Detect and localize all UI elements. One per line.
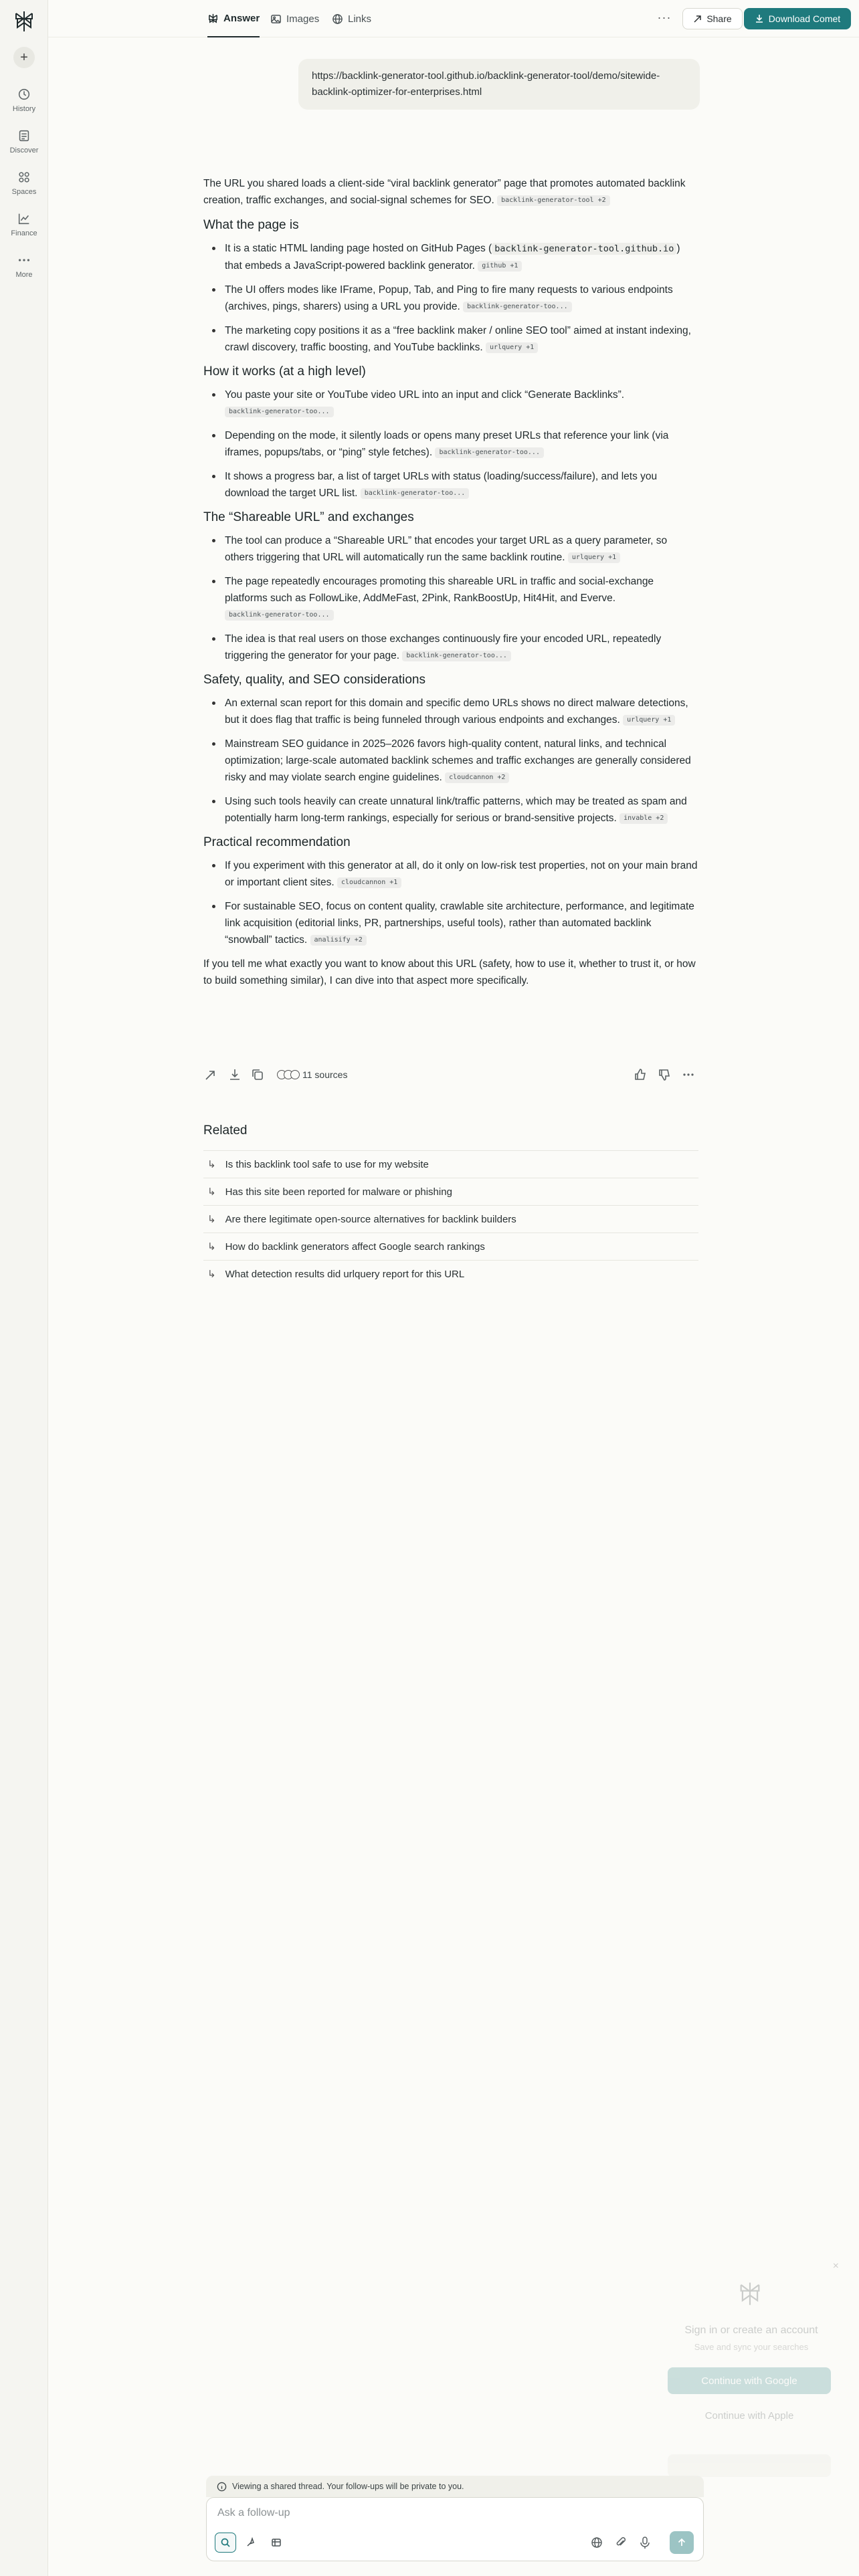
notice-text: Viewing a shared thread. Your follow-ups will be private to you.: [232, 2482, 464, 2491]
labs-mode-button[interactable]: [266, 2533, 287, 2553]
intro-text: The URL you shared loads a client-side “viral backlink generator” page that promotes automated backlink creation, traffic exchanges, and social-signal schemes for SEO.: [203, 178, 686, 206]
citation-chip[interactable]: analisify +2: [310, 935, 367, 946]
text: For sustainable SEO, focus on content quality, crawlable site architecture, performance, and legitimate link acquisition (editorial links, PR, partnerships, useful tools), rather than automated backlink “snowball” tactics.: [225, 901, 694, 946]
citation-chip[interactable]: urlquery +1: [486, 342, 538, 353]
follow-up-composer: [206, 2497, 704, 2561]
attach-icon[interactable]: [613, 2535, 628, 2550]
text: The marketing copy positions it as a “free backlink maker / online SEO tool” aimed at instant indexing, crawl discovery, traffic boosting, and YouTube backlinks.: [225, 325, 691, 353]
citation-chip[interactable]: github +1: [478, 261, 522, 272]
list-item: [203, 631, 698, 664]
search-icon: [220, 2537, 231, 2548]
more-actions-icon[interactable]: [681, 1067, 696, 1082]
share-icon: [693, 14, 702, 23]
related-question[interactable]: [203, 1178, 698, 1205]
citation-chip[interactable]: backlink-generator-tool +2: [497, 195, 610, 206]
thumbs-down-icon[interactable]: [657, 1067, 672, 1082]
shared-thread-notice: [206, 2476, 704, 2497]
related-question[interactable]: [203, 1232, 698, 1260]
list-item: [203, 573, 698, 623]
list-item: [203, 468, 698, 502]
text: ) that embeds a JavaScript-powered backlink generator.: [225, 243, 680, 272]
citation-chip[interactable]: cloudcannon +2: [445, 772, 509, 783]
list-item: [203, 695, 698, 728]
return-arrow-icon: ↳: [207, 1186, 216, 1198]
sources-button[interactable]: [277, 1066, 347, 1083]
citation-chip[interactable]: urlquery +1: [568, 552, 620, 563]
labs-icon: [271, 2537, 282, 2548]
links-icon: [332, 13, 343, 25]
section-heading: Practical recommendation: [203, 835, 351, 849]
copy-icon[interactable]: [250, 1067, 265, 1082]
history-icon: [17, 87, 31, 102]
download-comet-button[interactable]: [744, 8, 851, 29]
answer-body: [203, 175, 698, 997]
list-item: [203, 322, 698, 356]
return-arrow-icon: ↳: [207, 1159, 216, 1170]
text: If you experiment with this generator at all, do it only on low-risk test properties, not on your main brand or important client sites.: [225, 860, 698, 888]
answer-action-bar: [203, 1066, 698, 1083]
sidebar-item-spaces[interactable]: [0, 170, 48, 196]
sidebar-item-more[interactable]: [0, 253, 48, 279]
sidebar-item-label: History: [12, 105, 36, 113]
related-text: Is this backlink tool safe to use for my website: [225, 1158, 429, 1170]
related-text: How do backlink generators affect Google search rankings: [225, 1241, 485, 1253]
text: The tool can produce a “Shareable URL” that encodes your target URL as a query parameter, so others triggering that URL will automatically run the same backlink routine.: [225, 535, 668, 563]
list-item: [203, 532, 698, 566]
images-icon: [270, 13, 282, 25]
text: The idea is that real users on those exchanges continuously fire your encoded URL, repeatedly triggering the generator for your page.: [225, 633, 662, 661]
list-item: [203, 282, 698, 315]
list-item: [203, 736, 698, 786]
text: An external scan report for this domain and specific demo URLs shows no direct malware detections, but it does flag that traffic is being funneled through various endpoints and exchanges.: [225, 697, 688, 726]
discover-icon: [17, 128, 31, 143]
research-mode-button[interactable]: [240, 2533, 262, 2553]
more-icon: [17, 253, 31, 267]
download-label: Download Comet: [768, 13, 841, 24]
related-text: What detection results did urlquery report for this URL: [225, 1268, 465, 1280]
sidebar-item-label: Finance: [11, 229, 37, 237]
sidebar-item-finance[interactable]: [0, 211, 48, 237]
download-icon: [755, 14, 764, 23]
sidebar-item-history[interactable]: [0, 87, 48, 113]
bullet-list: [203, 857, 698, 948]
citation-chip[interactable]: cloudcannon +1: [337, 877, 401, 888]
related-question[interactable]: [203, 1260, 698, 1287]
text: Depending on the mode, it silently loads or opens many preset URLs that reference your link (via iframes, popups/tabs, or “ping” style fetches).: [225, 430, 669, 458]
sidebar-item-label: Spaces: [11, 188, 37, 196]
section-heading: Safety, quality, and SEO considerations: [203, 673, 425, 687]
sources-label: 11 sources: [302, 1069, 348, 1080]
globe-icon[interactable]: [589, 2535, 604, 2550]
signin-panel: [661, 2260, 842, 2488]
tab-label: Links: [348, 13, 372, 25]
citation-chip[interactable]: urlquery +1: [623, 715, 675, 726]
bullet-list: [203, 695, 698, 827]
email-field[interactable]: [668, 2454, 831, 2477]
list-item: [203, 793, 698, 827]
share-button[interactable]: [682, 8, 743, 29]
citation-chip[interactable]: backlink-generator-too...: [225, 407, 334, 417]
citation-chip[interactable]: backlink-generator-too...: [463, 302, 572, 312]
export-icon[interactable]: [227, 1067, 242, 1082]
tab-label: Answer: [223, 12, 260, 24]
sidebar: [0, 0, 48, 2576]
return-arrow-icon: ↳: [207, 1269, 216, 1280]
research-icon: [246, 2537, 256, 2548]
search-mode-button[interactable]: [215, 2533, 236, 2553]
section-heading: How it works (at a high level): [203, 364, 366, 379]
text: Mainstream SEO guidance in 2025–2026 favors high-quality content, natural links, and technical optimization; large-scale automated backlink schemes and traffic exchanges are generally considered risky and may violate search engine guidelines.: [225, 738, 691, 783]
share-label: Share: [706, 13, 732, 24]
citation-chip[interactable]: backlink-generator-too...: [225, 610, 334, 621]
text: It shows a progress bar, a list of target URLs with status (loading/success/failure), and lets you download the target URL list.: [225, 471, 658, 499]
tab-images[interactable]: [270, 0, 319, 37]
source-favicons: [277, 1070, 297, 1079]
sidebar-item-discover[interactable]: [0, 128, 48, 154]
microphone-icon[interactable]: [638, 2535, 652, 2550]
list-item: [203, 387, 698, 420]
related-question[interactable]: [203, 1205, 698, 1232]
text: Using such tools heavily can create unnatural link/traffic patterns, which may be treated as spam and potentially harm long-term rankings, especially for serious or brand-sensitive projects.: [225, 796, 687, 824]
citation-chip[interactable]: backlink-generator-too...: [402, 651, 511, 661]
answer-icon: [207, 13, 219, 24]
bullet-list: [203, 387, 698, 502]
user-query-bubble: https://backlink-generator-tool.github.io/backlink-generator-tool/demo/sitewide-backlink-optimizer-for-enterprises.html: [298, 59, 700, 110]
spaces-icon: [17, 170, 31, 185]
section-heading: What the page is: [203, 218, 299, 232]
finance-icon: [17, 211, 31, 226]
list-item: [203, 898, 698, 948]
perplexity-logo: [737, 2280, 763, 2307]
list-item: [203, 857, 698, 891]
follow-up-input[interactable]: [217, 2507, 619, 2519]
sidebar-item-label: More: [15, 271, 33, 279]
list-item: [203, 240, 698, 274]
inline-code: backlink-generator-tool.github.io: [492, 243, 676, 255]
close-icon[interactable]: ×: [832, 2260, 839, 2272]
new-thread-button[interactable]: +: [13, 47, 35, 68]
related-question[interactable]: [203, 1150, 698, 1178]
submit-button[interactable]: [670, 2531, 694, 2554]
list-item: [203, 427, 698, 461]
return-arrow-icon: ↳: [207, 1241, 216, 1253]
related-title: Related: [203, 1123, 248, 1138]
perplexity-logo[interactable]: [12, 9, 36, 33]
signin-subtitle: Save and sync your searches: [694, 2342, 809, 2352]
sidebar-item-label: Discover: [9, 146, 39, 154]
related-section: [203, 1123, 698, 1287]
share-thread-icon[interactable]: [203, 1067, 218, 1082]
bullet-list: [203, 532, 698, 664]
tab-label: Images: [286, 13, 320, 25]
more-options-button[interactable]: ···: [657, 11, 672, 24]
signin-title: Sign in or create an account: [684, 2325, 818, 2336]
continue-with-apple-button[interactable]: Continue with Apple: [704, 2409, 794, 2422]
text: You paste your site or YouTube video URL into an input and click “Generate Backlinks”.: [225, 389, 625, 401]
answer-outro: If you tell me what exactly you want to know about this URL (safety, how to use it, whether to trust it, or how to build something similar), I can dive into that aspect more specifically.: [203, 958, 696, 986]
thumbs-up-icon[interactable]: [633, 1067, 648, 1082]
related-text: Has this site been reported for malware or phishing: [225, 1186, 452, 1198]
text: It is a static HTML landing page hosted on GitHub Pages (: [225, 243, 492, 254]
continue-with-google-button[interactable]: Continue with Google: [668, 2367, 831, 2394]
text: The UI offers modes like IFrame, Popup, Tab, and Ping to fire many requests to various endpoints (archives, pings, sharers) using a URL you provide.: [225, 284, 673, 312]
bullet-list: [203, 240, 698, 356]
info-icon: [217, 2482, 227, 2492]
citation-chip[interactable]: backlink-generator-too...: [435, 447, 544, 458]
return-arrow-icon: ↳: [207, 1214, 216, 1225]
header: [48, 0, 859, 37]
citation-chip[interactable]: backlink-generator-too...: [361, 488, 470, 499]
tab-answer[interactable]: [207, 0, 260, 37]
tab-links[interactable]: [332, 0, 371, 37]
text: The page repeatedly encourages promoting this shareable URL in traffic and social-exchange platforms such as FollowLike, AddMeFast, 2Pink, RankBoostUp, Hit4Hit, and Everve.: [225, 576, 654, 604]
answer-intro: [203, 175, 698, 209]
section-heading: The “Shareable URL” and exchanges: [203, 510, 414, 524]
arrow-up-icon: [676, 2537, 687, 2548]
citation-chip[interactable]: invable +2: [619, 813, 668, 824]
related-text: Are there legitimate open-source alternatives for backlink builders: [225, 1213, 516, 1225]
